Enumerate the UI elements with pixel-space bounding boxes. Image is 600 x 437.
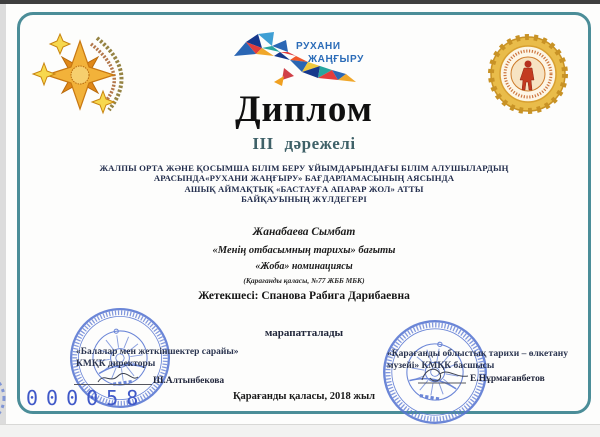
body-line-3: АШЫҚ АЙМАҚТЫҚ «БАСТАУҒА АПАРАР ЖОЛ» АТТЫ (184, 183, 424, 194)
ruhani-brand-line2: ЖАҢҒЫРУ (308, 54, 364, 65)
contest-direction: «Менің отбасымның тарихы» бағыты (212, 245, 396, 256)
right-org-line2: музейі» КМҚК басшысы (387, 360, 495, 371)
degree-line: III дәрежелі (252, 134, 356, 153)
scan-edge-bottom (0, 424, 600, 437)
serial-number: 000058 (26, 386, 147, 410)
left-signer-name: Ш.Алтынбекова (153, 376, 225, 386)
school-info: (Қарағанды қаласы, №77 ЖББ МБК) (243, 276, 365, 285)
left-signatory-org (76, 347, 296, 370)
recipient-name: Жанабаева Сымбат (252, 226, 356, 238)
right-signature-scribble (416, 364, 470, 386)
left-signature-scribble (96, 370, 140, 386)
body-line-2: АРАСЫНДА«РУХАНИ ЖАҢҒЫРУ» БАҒДАРЛАМАСЫНЫҢ АЯСЫНДА (153, 173, 455, 184)
scan-edge-top (0, 0, 600, 4)
right-org-line1: «Қарағанды облыстық тарихи – өлкетану (387, 349, 569, 359)
left-org-line1: «Балалар мен жеткіншектер сарайы» (76, 347, 239, 357)
supervisor-line: Жетекшесі: Спанова Рабига Дарибаевна (198, 290, 410, 302)
left-org-line2: КМҚК директоры (76, 358, 156, 369)
body-line-4: БАЙҚАУЫНЫҢ ЖҮЛДЕГЕРІ (241, 194, 367, 205)
award-word: марапатталады (264, 327, 344, 339)
ruhani-brand-line1: РУХАНИ (296, 41, 341, 52)
body-line-1: ЖАЛПЫ ОРТА ЖӘНЕ ҚОСЫМША БІЛІМ БЕРУ ҰЙЫМДАРЫНДАҒЫ БІЛІМ АЛУШЫЛАРДЫҢ (99, 163, 509, 173)
right-signer-name: Е.Нұрмағанбетов (470, 374, 545, 384)
place-date-line: Қарағанды қаласы, 2018 жыл (232, 391, 376, 402)
diploma-title: Диплом (235, 89, 373, 130)
body-text (17, 163, 591, 205)
nomination: «Жоба» номинациясы (255, 261, 353, 272)
